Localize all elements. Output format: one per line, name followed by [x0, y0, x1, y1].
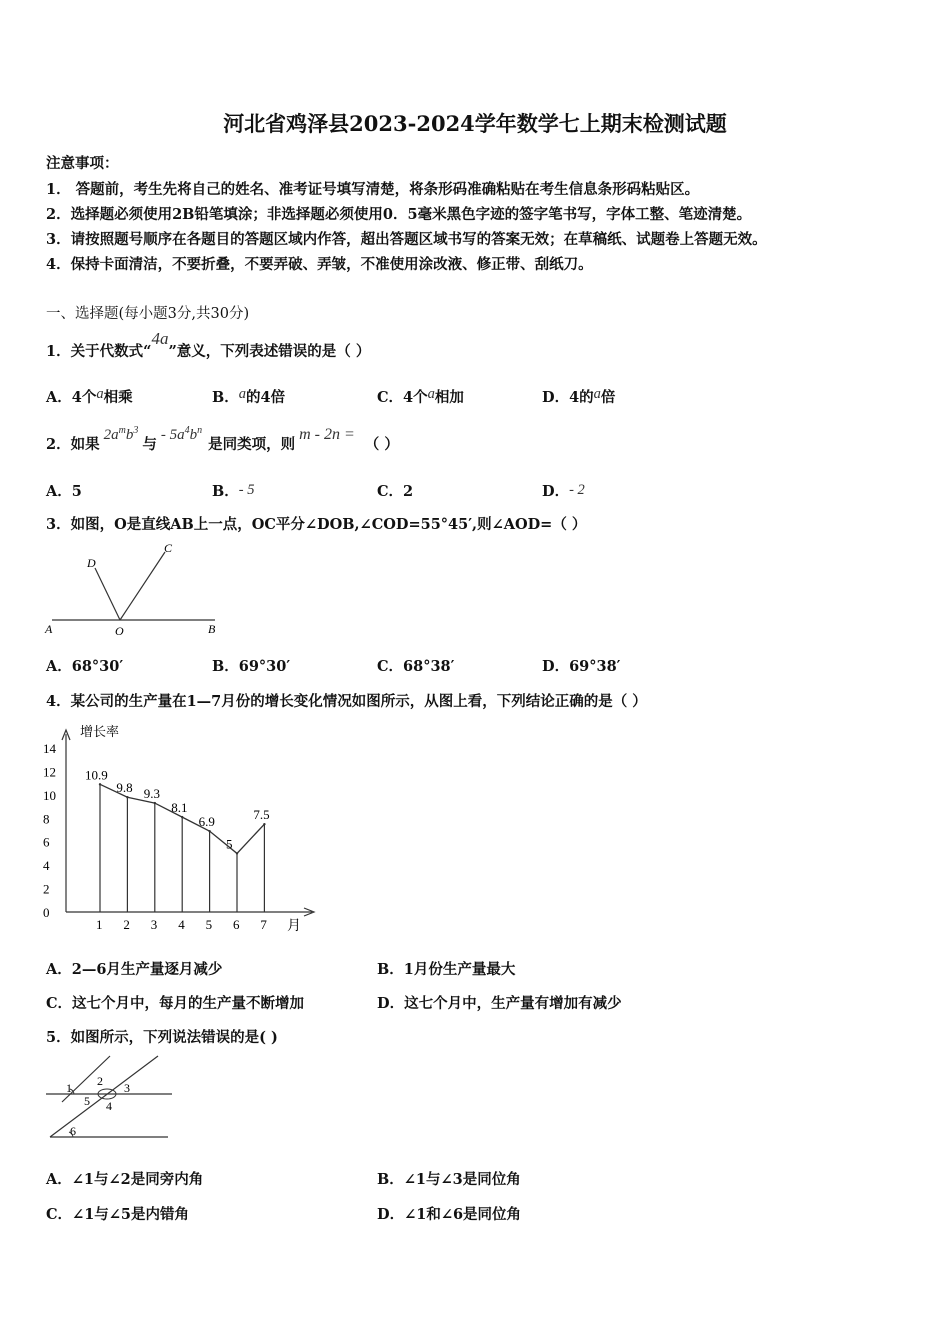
- q1-stem-pre: 1．关于代数式“: [46, 343, 152, 360]
- chart-y-axis-label: 增长率: [80, 724, 120, 739]
- chart-x-tick-label: 2: [123, 917, 130, 932]
- chart-data-point: [154, 802, 156, 804]
- label-o: O: [115, 624, 124, 638]
- label-b: B: [208, 622, 216, 636]
- angle-label-6: 6: [70, 1124, 76, 1138]
- q1-option-a: A．4个a相乘: [46, 386, 133, 406]
- chart-data-label: 9.3: [143, 786, 161, 802]
- ray-od: [95, 568, 120, 620]
- q2-option-c: C．2: [377, 483, 414, 500]
- label-d: D: [87, 556, 96, 570]
- chart-data-label: 6.9: [198, 814, 215, 830]
- chart-y-tick-label: 2: [43, 881, 50, 897]
- chart-y-tick-label: 14: [43, 741, 56, 756]
- q4-option-c: C．这七个月中，每月的生产量不断增加: [46, 995, 305, 1012]
- chart-y-tick-label: 8: [43, 811, 50, 827]
- label-a: A: [45, 622, 53, 636]
- chart-data-label: 9.8: [116, 780, 133, 796]
- q5-option-d: D．∠1和∠6是同位角: [377, 1206, 522, 1223]
- section-heading: 一、选择题(每小题3分,共30分): [46, 306, 250, 322]
- q5-option-b: B．∠1与∠3是同位角: [377, 1171, 521, 1188]
- q1-option-b: B．a的4倍: [212, 386, 286, 406]
- question-5: 5．如图所示，下列说法错误的是( ): [46, 1029, 278, 1046]
- chart-data-point: [208, 830, 210, 832]
- chart-x-tick-label: 3: [150, 917, 158, 932]
- q4-growth-chart: [40, 718, 330, 940]
- chart-y-tick-label: 0: [43, 905, 50, 920]
- chart-x-tick-label: 4: [178, 917, 185, 932]
- angle-label-4: 4: [106, 1099, 112, 1113]
- chart-x-tick-label: 6: [233, 917, 240, 932]
- q5-figure: [40, 1052, 190, 1148]
- q4-option-a: A．2—6月生产量逐月减少: [46, 961, 223, 978]
- page-title: 河北省鸡泽县2023-2024学年数学七上期末检测试题: [223, 111, 727, 136]
- notice-item: 1． 答题前，考生先将自己的姓名、准考证号填写清楚，将条形码准确粘贴在考生信息条形码粘贴区。: [46, 181, 700, 198]
- chart-data-label: 7.5: [253, 807, 270, 823]
- chart-data-label: 5: [226, 836, 233, 852]
- question-3: 3．如图，O是直线AB上一点，OC平分∠DOB,∠COD=55°45′,则∠AOD=（ ）: [46, 516, 587, 533]
- chart-data-label: 8.1: [171, 800, 188, 816]
- q2-term-1: $2a^mb^3$: [103, 425, 139, 443]
- chart-data-point: [126, 796, 128, 798]
- transversal-right: [50, 1056, 158, 1137]
- q1-option-c: C．4个a相加: [377, 386, 464, 406]
- question-2: 2．如果$2a^mb^3$与- $5a^4b^n$是同类项，则m - 2n =（ ）: [46, 425, 399, 453]
- q3-option-c: C．68°38′: [377, 658, 455, 675]
- chart-y-tick-label: 12: [43, 764, 56, 780]
- chart-y-tick-label: 4: [43, 858, 50, 874]
- chart-x-tick-label: 1: [96, 917, 103, 932]
- q2-option-d: D．- 2: [542, 482, 585, 500]
- question-1: [46, 329, 371, 361]
- chart-y-tick-label: 10: [43, 787, 56, 803]
- q4-option-b: B．1月份生产量最大: [377, 961, 516, 978]
- q5-option-c: C．∠1与∠5是内错角: [46, 1206, 190, 1223]
- q2-option-a: A．5: [46, 483, 82, 500]
- question-4: 4．某公司的生产量在1—7月份的增长变化情况如图所示，从图上看，下列结论正确的是（ ）: [46, 693, 647, 710]
- q1-option-d: D．4的a倍: [542, 386, 616, 406]
- angle-label-5: 5: [84, 1094, 90, 1108]
- q1-expression: 4a: [151, 329, 169, 348]
- q3-option-d: D．69°38′: [542, 658, 621, 675]
- q2-expression: m - 2n =: [299, 426, 355, 443]
- chart-data-label: 10.9: [85, 767, 108, 783]
- angle-label-3: 3: [124, 1081, 130, 1095]
- q3-option-b: B．69°30′: [212, 658, 291, 675]
- chart-x-tick-label: 5: [205, 917, 213, 932]
- chart-data-point: [236, 852, 238, 854]
- notice-item: 2．选择题必须使用2B铅笔填涂；非选择题必须使用0．5毫米黑色字迹的签字笔书写，字体工整、笔迹清楚。: [46, 206, 752, 223]
- label-c: C: [164, 541, 173, 555]
- chart-data-point: [263, 823, 265, 825]
- chart-data-point: [99, 783, 101, 785]
- notice-item: 3．请按照题号顺序在各题目的答题区域内作答，超出答题区域书写的答案无效；在草稿纸、试题卷上答题无效。: [46, 231, 767, 248]
- q4-option-d: D．这七个月中，生产量有增加有减少: [377, 995, 622, 1012]
- chart-data-point: [181, 816, 183, 818]
- angle-label-2: 2: [97, 1074, 103, 1088]
- q3-option-a: A．68°30′: [46, 658, 124, 675]
- chart-x-tick-label: 7: [260, 917, 267, 932]
- q5-option-a: A．∠1与∠2是同旁内角: [46, 1171, 204, 1188]
- notice-item: 4．保持卡面清洁，不要折叠，不要弄破、弄皱，不准使用涂改液、修正带、刮纸刀。: [46, 256, 593, 273]
- chart-x-axis-label: 月: [287, 919, 301, 934]
- q1-stem-post: ”意义，下列表述错误的是（ ）: [168, 343, 371, 360]
- notice-heading: 注意事项：: [46, 155, 119, 172]
- q3-figure: [40, 538, 230, 642]
- ray-oc: [120, 552, 165, 620]
- q2-option-b: B．- 5: [212, 482, 255, 500]
- angle-label-1: 1: [66, 1081, 72, 1095]
- chart-y-tick-label: 6: [43, 834, 50, 850]
- q2-term-2: - $5a^4b^n$: [160, 425, 203, 443]
